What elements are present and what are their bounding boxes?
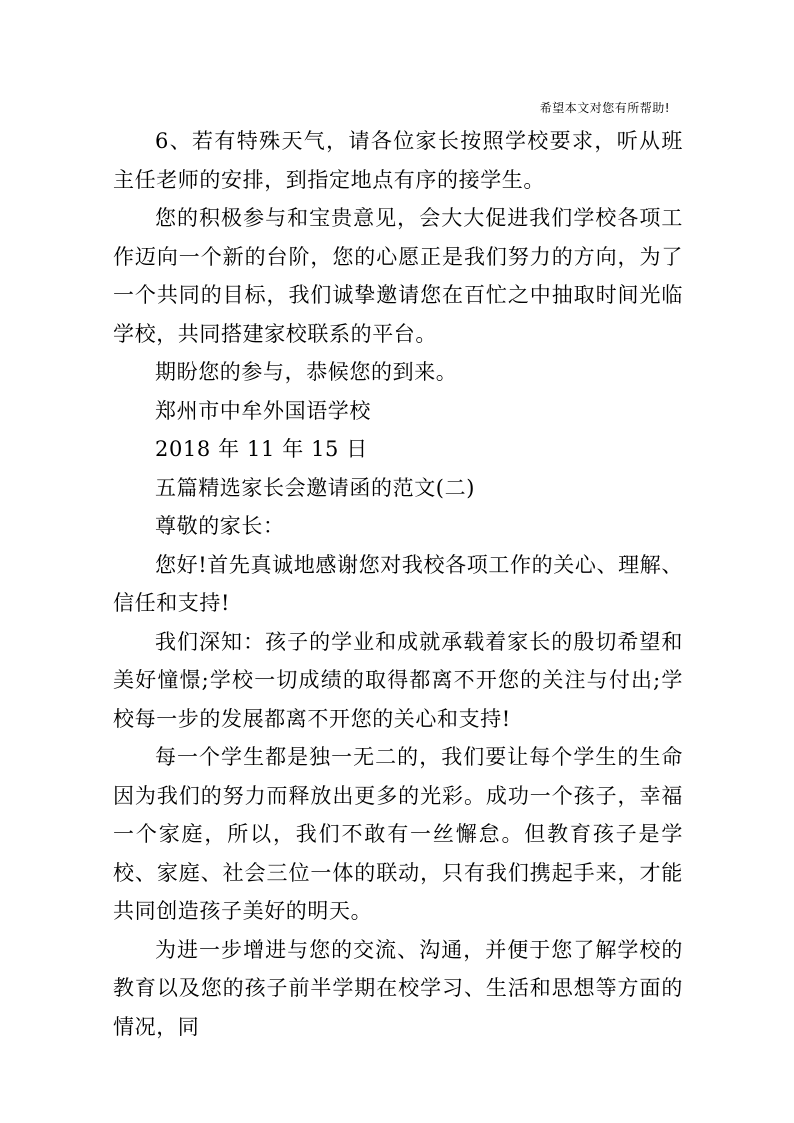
paragraph-special-weather: 6、若有特殊天气，请各位家长按照学校要求，听从班主任老师的安排，到指定地点有序的接学生。 [113, 129, 683, 192]
paragraph-greeting: 您好!首先真诚地感谢您对我校各项工作的关心、理解、信任和支持! [113, 552, 683, 615]
paragraph-participation: 您的积极参与和宝贵意见，会大大促进我们学校各项工作迈向一个新的台阶，您的心愿正是我们努力的方向，为了一个共同的目标，我们诚挚邀请您在百忙之中抽取时间光临学校，共同搭建家校联系的平台。 [113, 206, 683, 346]
section-title: 五篇精选家长会邀请函的范文(二) [155, 475, 475, 500]
paragraph-looking-forward: 期盼您的参与，恭候您的到来。 [155, 360, 458, 384]
paragraph-communication: 为进一步增进与您的交流、沟通，并便于您了解学校的教育以及您的孩子前半学期在校学习、生活和思想等方面的情况，同 [113, 937, 683, 1039]
date-line: 2018 年 11 年 15 日 [155, 437, 368, 461]
header-note: 希望本文对您有所帮助! [539, 101, 670, 115]
body-text [113, 122, 683, 1046]
paragraph-every-student: 每一个学生都是独一无二的，我们要让每个学生的生命因为我们的努力而释放出更多的光彩。成功一个孩子，幸福一个家庭，所以，我们不敢有一丝懈怠。但教育孩子是学校、家庭、社会三位一体的联动，只有我们携起手来，才能共同创造孩子美好的明天。 [113, 745, 683, 923]
paragraph-we-know: 我们深知：孩子的学业和成就承载着家长的殷切希望和美好憧憬;学校一切成绩的取得都离不开您的关注与付出;学校每一步的发展都离不开您的关心和支持! [113, 629, 683, 731]
school-name: 郑州市中牟外国语学校 [155, 398, 371, 423]
salutation: 尊敬的家长： [155, 514, 285, 538]
